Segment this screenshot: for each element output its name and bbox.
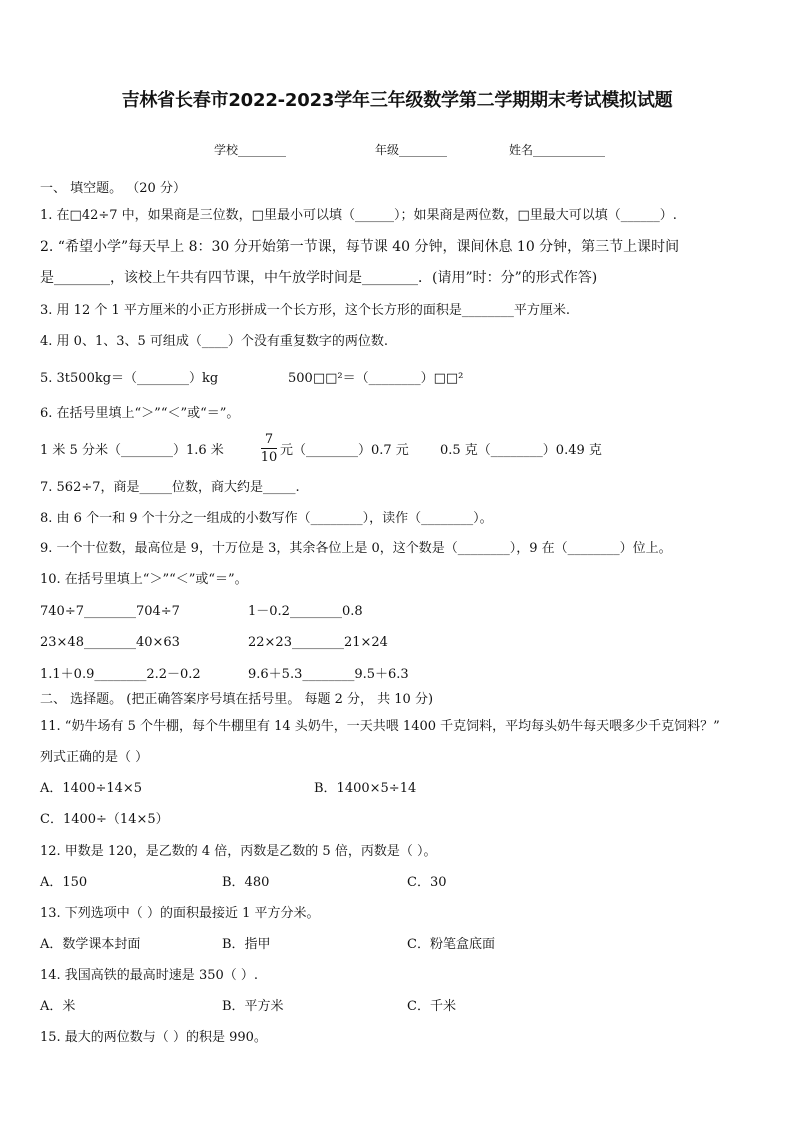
page-title: 吉林省长春市2022-2023学年三年级数学第二学期期末考试模拟试题 <box>121 90 673 111</box>
question-15: 15. 最大的两位数与（ ）的积是 990。 <box>40 1030 267 1045</box>
section-heading-choice: 二、 选择题。 (把正确答案序号填在括号里。 每题 2 分， 共 10 分) <box>40 692 434 707</box>
compare-row-1-right: 1－0.2________0.8 <box>248 604 363 619</box>
compare-row-1-left: 740÷7________704÷7 <box>40 604 180 619</box>
option-12b: B．480 <box>222 875 270 890</box>
question-1: 1. 在□42÷7 中，如果商是三位数，□里最小可以填（______）；如果商是两位数，□里最大可以填（______）. <box>40 208 677 223</box>
question-5a: 5. 3t500kg＝（________）kg <box>40 371 219 386</box>
option-12a: A．150 <box>40 875 88 890</box>
option-13c: C．粉笔盒底面 <box>407 937 495 952</box>
option-13b: B．指甲 <box>222 937 271 952</box>
option-14b: B．平方米 <box>222 999 284 1014</box>
section-heading-fill: 一、 填空题。 （20 分） <box>40 181 186 196</box>
question-2-line2: 是________，该校上午共有四节课，中午放学时间是________．(请用”时：分”的形式作答) <box>40 270 598 286</box>
question-6: 6. 在括号里填上“＞”“＜”或“＝”。 <box>40 406 240 421</box>
question-6c: 0.5 克（________）0.49 克 <box>440 443 602 458</box>
question-13: 13. 下列选项中（ ）的面积最接近 1 平方分米。 <box>40 906 320 921</box>
fraction-denominator: 10 <box>260 450 278 465</box>
question-7: 7. 562÷7，商是_____位数，商大约是_____. <box>40 480 300 495</box>
option-14c: C．千米 <box>407 999 456 1014</box>
question-6a: 1 米 5 分米（________）1.6 米 <box>40 443 224 458</box>
name-field: 姓名____________ <box>509 143 606 157</box>
question-11-line2: 列式正确的是（ ） <box>40 750 149 765</box>
question-12: 12. 甲数是 120，是乙数的 4 倍，丙数是乙数的 5 倍，丙数是（ ）。 <box>40 844 437 859</box>
question-14: 14. 我国高铁的最高时速是 350（ ）. <box>40 968 259 983</box>
question-9: 9. 一个十位数，最高位是 9，十万位是 3，其余各位上是 0，这个数是（________），9 在（________）位上。 <box>40 541 672 556</box>
compare-row-2-left: 23×48________40×63 <box>40 635 180 650</box>
question-11-line1: 11. “奶牛场有 5 个牛棚，每个牛棚里有 14 头奶牛，一天共喂 1400 千克饲料，平均每头奶牛每天喂多少千克饲料？” <box>40 719 720 734</box>
compare-row-2-right: 22×23________21×24 <box>248 635 388 650</box>
student-info <box>0 141 794 159</box>
fraction-seven-tenths <box>259 432 279 465</box>
question-8: 8. 由 6 个一和 9 个十分之一组成的小数写作（________），读作（________）。 <box>40 511 493 526</box>
option-14a: A．米 <box>40 999 76 1014</box>
compare-row-3-left: 1.1＋0.9________2.2－0.2 <box>40 667 201 682</box>
question-2-line1: 2. “希望小学”每天早上 8：30 分开始第一节课，每节课 40 分钟，课间休息 10 分钟，第三节上课时间 <box>40 239 680 255</box>
question-5b: 500□□²＝（________）□□² <box>288 371 464 386</box>
grade-field: 年级________ <box>375 143 448 157</box>
option-11a: A．1400÷14×5 <box>40 781 143 796</box>
question-10: 10. 在括号里填上“＞”“＜”或“＝”。 <box>40 572 248 587</box>
option-11b: B．1400×5÷14 <box>314 781 417 796</box>
option-11c: C．1400÷（14×5） <box>40 812 169 827</box>
fraction-numerator: 7 <box>264 432 274 447</box>
compare-row-3-right: 9.6＋5.3________9.5＋6.3 <box>248 667 409 682</box>
question-6b: 元（________）0.7 元 <box>280 443 409 458</box>
question-4: 4. 用 0、1、3、5 可组成（____）个没有重复数字的两位数. <box>40 334 389 349</box>
school-field: 学校________ <box>214 143 287 157</box>
question-3: 3. 用 12 个 1 平方厘米的小正方形拼成一个长方形，这个长方形的面积是________平方厘米. <box>40 303 571 318</box>
option-12c: C．30 <box>407 875 447 890</box>
option-13a: A．数学课本封面 <box>40 937 141 952</box>
